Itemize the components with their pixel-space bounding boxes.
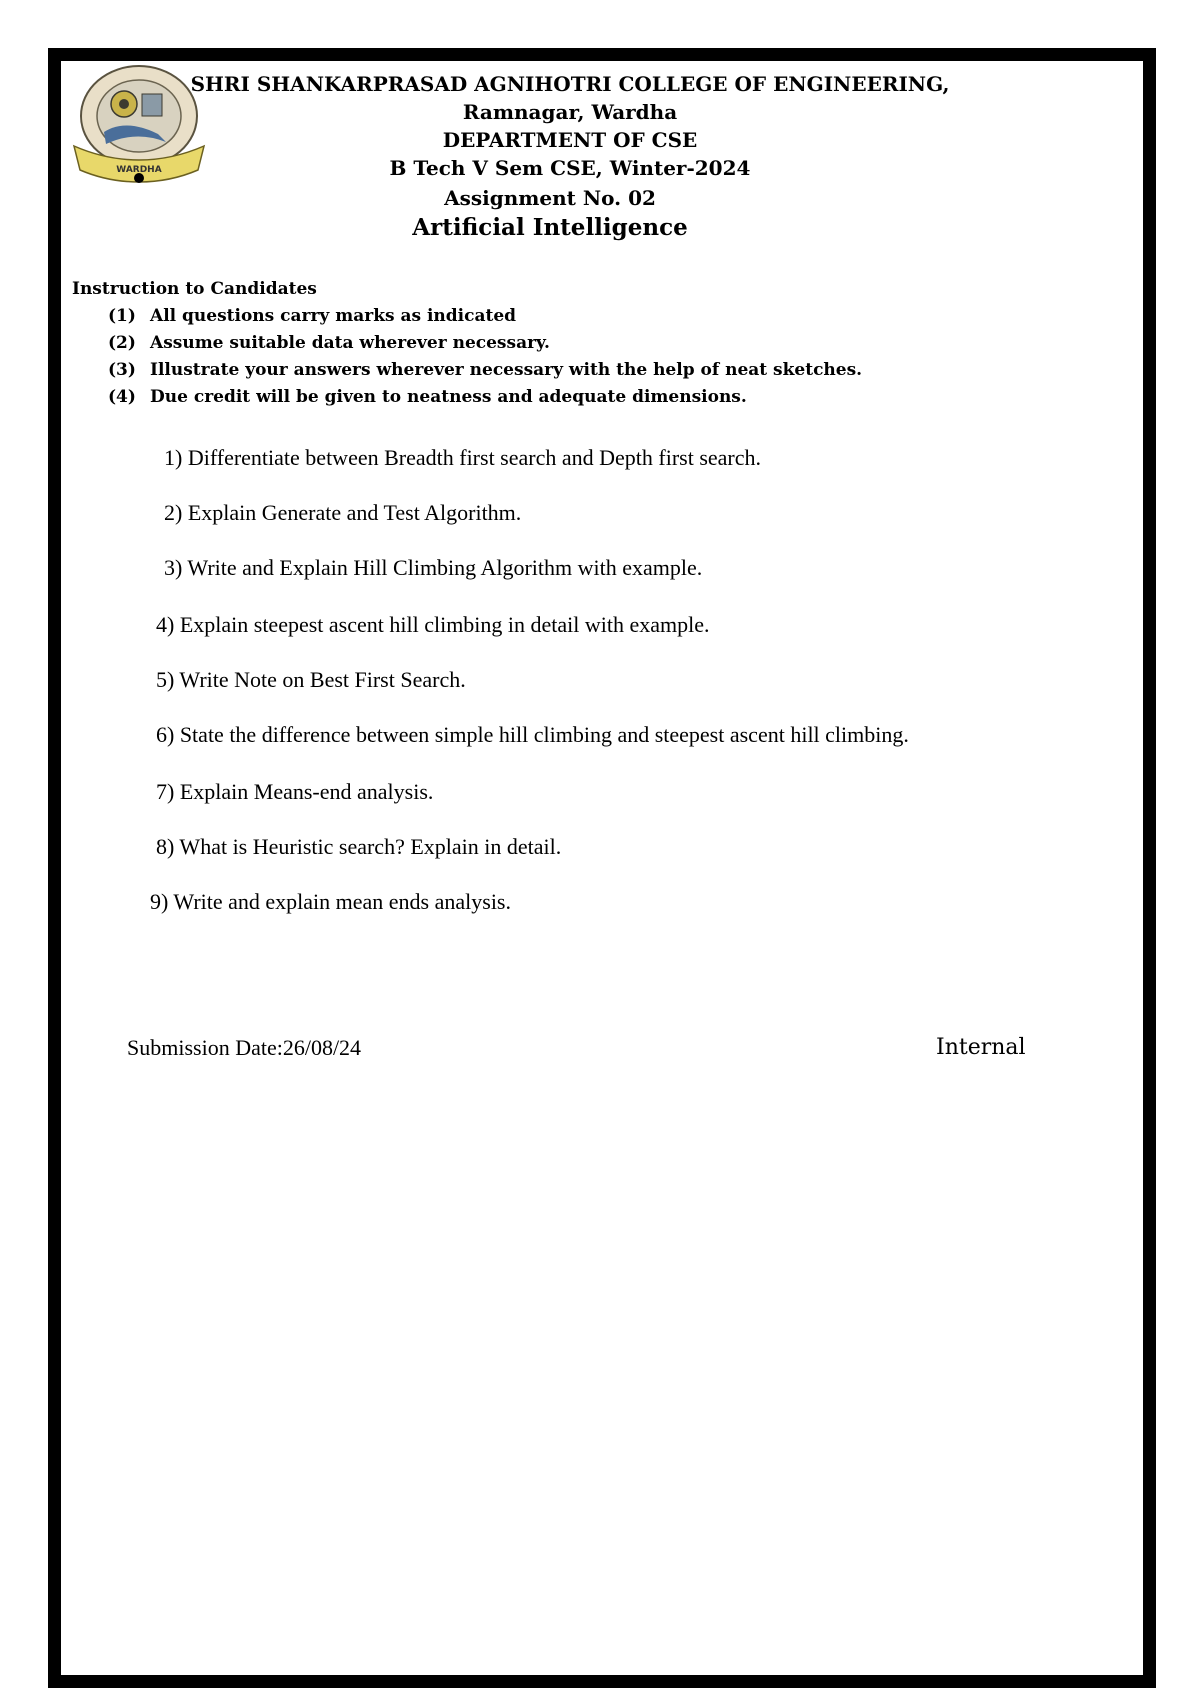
question-2: 2) Explain Generate and Test Algorithm. — [164, 500, 522, 525]
question-7: 7) Explain Means-end analysis. — [156, 779, 434, 804]
logo-caption: WARDHA — [116, 165, 162, 175]
college-location: Ramnagar, Wardha — [462, 100, 678, 124]
question-4: 4) Explain steepest ascent hill climbing in detail with example. — [156, 612, 710, 637]
instruction-item: (2) Assume suitable data wherever necessary. — [108, 333, 550, 353]
instruction-item: (1) All questions carry marks as indicated — [108, 306, 517, 326]
internal-label: Internal — [936, 1035, 1026, 1060]
instruction-item: (3) Illustrate your answers wherever necessary with the help of neat sketches. — [108, 360, 863, 380]
subject-title: Artificial Intelligence — [412, 214, 688, 241]
question-5: 5) Write Note on Best First Search. — [156, 667, 466, 692]
department: DEPARTMENT OF CSE — [442, 128, 698, 152]
instructions-title: Instruction to Candidates — [72, 279, 317, 299]
assignment-number: Assignment No. 02 — [444, 186, 656, 210]
question-8: 8) What is Heuristic search? Explain in detail. — [156, 834, 562, 859]
question-6: 6) State the difference between simple hill climbing and steepest ascent hill climbing. — [156, 722, 909, 747]
submission-date: Submission Date:26/08/24 — [127, 1035, 362, 1060]
question-3: 3) Write and Explain Hill Climbing Algorithm with example. — [164, 555, 703, 580]
instruction-item: (4) Due credit will be given to neatness and adequate dimensions. — [108, 387, 747, 407]
semester: B Tech V Sem CSE, Winter-2024 — [389, 156, 751, 180]
question-9: 9) Write and explain mean ends analysis. — [150, 889, 511, 914]
college-name: SHRI SHANKARPRASAD AGNIHOTRI COLLEGE OF ENGINEERING, — [190, 72, 950, 96]
question-1: 1) Differentiate between Breadth first search and Depth first search. — [164, 445, 762, 470]
